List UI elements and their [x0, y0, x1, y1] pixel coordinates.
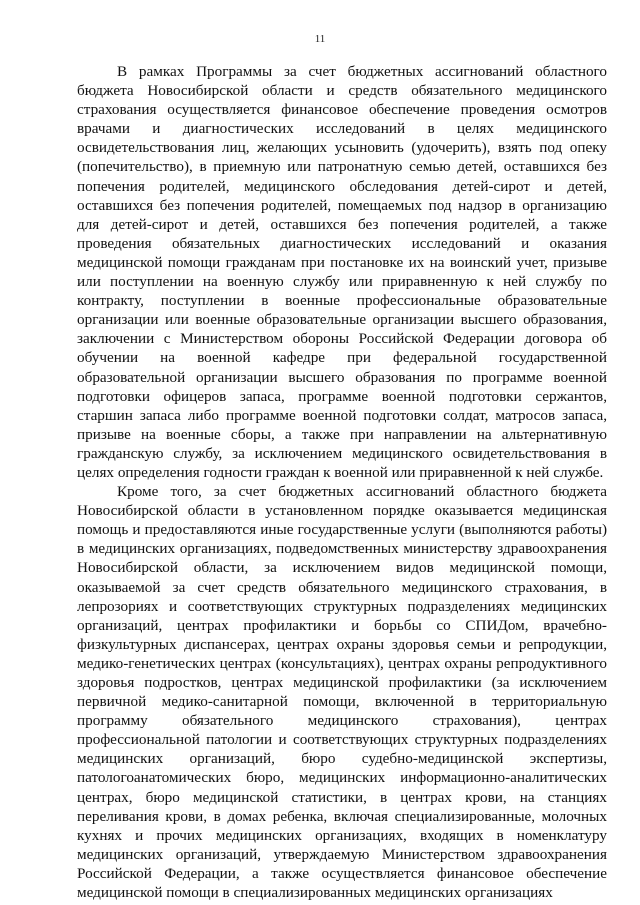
paragraph-additional-funding: Кроме того, за счет бюджетных ассигнований областного бюджета Новосибирской области в установленном порядке оказывается медицинская помощь и предоставляются иные государственные услуги (выполняются работы) в медицинских организациях, подведомственных министерству здравоохранения Новосибирской области, за исключением видов медицинской помощи, оказываемой за счет средств обязательного медицинского страхования, в лепрозориях и соответствующих структурных подразделениях медицинских организаций, центрах профилактики и борьбы со СПИДом, врачебно-физкультурных диспансерах, центрах охраны здоровья семьи и репродукции, медико-генетических центрах (консультациях), центрах охраны репродуктивного здоровья подростков, центрах медицинской профилактики (за исключением первичной медико-санитарной помощи, включенной в территориальную программу обязательного медицинского страхования), центрах профессиональной патологии и соответствующих структурных подразделениях медицинских организаций, бюро судебно-медицинской экспертизы, патологоанатомических бюро, медицинских информационно-аналитических центрах, бюро медицинской статистики, в центрах крови, на станциях переливания крови, в домах ребенка, включая специализированные, молочных кухнях и прочих медицинских организациях, входящих в номенклатуру медицинских организаций, утверждаемую Министерством здравоохранения Российской Федерации, а также осуществляется финансовое обеспечение медицинской помощи в специализированных медицинских организациях: [77, 483, 607, 902]
paragraph-program-funding: В рамках Программы за счет бюджетных ассигнований областного бюджета Новосибирской области и средств обязательного медицинского страхования осуществляется финансовое обеспечение проведения осмотров врачами и диагностических исследований в целях медицинского освидетельствования лиц, желающих усыновить (удочерить), взять под опеку (попечительство), в приемную или патронатную семью детей, оставшихся без попечения родителей, медицинского обследования детей-сирот и детей, оставшихся без попечения родителей, помещаемых под надзор в организацию для детей-сирот и детей, оставшихся без попечения родителей, а также проведения обязательных диагностических исследований и оказания медицинской помощи гражданам при постановке их на воинский учет, призыве или поступлении на военную службу или приравненную к ней службу по контракту, поступлении в военные профессиональные образовательные организации или военные образовательные организации высшего образования, заключении с Министерством обороны Российской Федерации договора об обучении на военной кафедре при федеральной государственной образовательной организации высшего образования по программе военной подготовки офицеров запаса, программе военной подготовки сержантов, старшин запаса либо программе военной подготовки солдат, матросов запаса, призыве на военные сборы, а также при направлении на альтернативную гражданскую службу, за исключением медицинского освидетельствования в целях определения годности граждан к военной или приравненной к ней службе.: [77, 63, 607, 481]
page-number: 11: [314, 33, 326, 45]
document-body: [77, 62, 607, 902]
